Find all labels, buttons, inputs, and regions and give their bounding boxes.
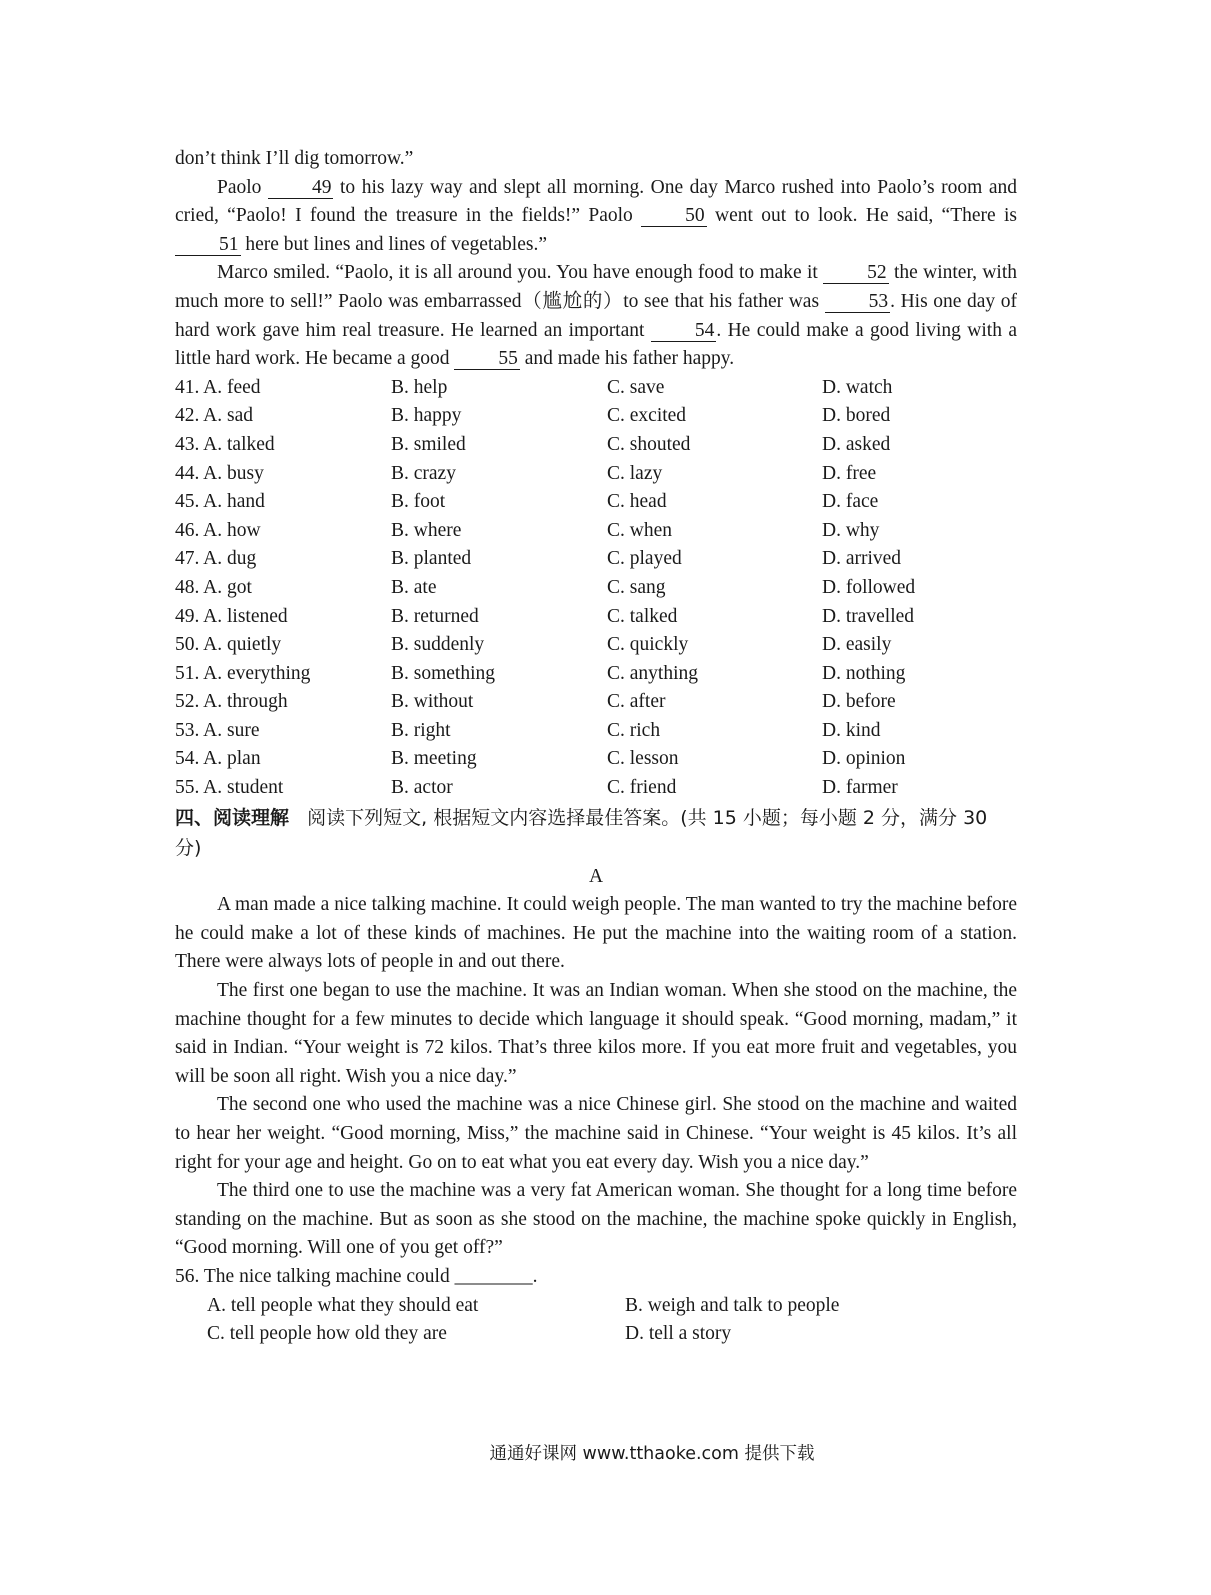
option: D. face <box>822 491 879 513</box>
option: C. friend <box>607 777 677 799</box>
question-56-stem <box>175 1263 1017 1292</box>
passage-paragraph-2 <box>175 259 1017 373</box>
option: 43. A. talked <box>175 433 275 455</box>
reading-paragraph: The second one who used the machine was a nice Chinese girl. She stood on the machine and waited to hear her weight. “Good morning, Miss,” the machine said in Chinese. “Your weight is 45 kilos. It’s all right for your age and height. Go on to eat what you eat every day. Wish you a nice day.” <box>175 1094 1017 1173</box>
option: 51. A. everything <box>175 662 311 684</box>
option: B. ate <box>391 576 437 598</box>
option: 53. A. sure <box>175 719 260 741</box>
document-page <box>175 145 1017 1349</box>
text-run: to his lazy way and slept all morning. One day Marco rushed into Paolo’s room and cried, “Paolo! I found the treasure in the fields!” Paolo <box>175 176 1018 227</box>
option: B. returned <box>391 605 479 627</box>
option: C. anything <box>607 662 698 684</box>
option: B. happy <box>391 405 462 427</box>
answer-option-c: C. tell people how old they are <box>207 1323 447 1345</box>
option: 44. A. busy <box>175 462 264 484</box>
blank-49: 49 <box>268 177 334 199</box>
blank-50: 50 <box>641 205 707 227</box>
option: 55. A. student <box>175 777 284 799</box>
section-heading <box>175 803 1017 863</box>
option: 49. A. listened <box>175 605 288 627</box>
text-run: Paolo <box>217 176 262 198</box>
option: D. bored <box>822 405 891 427</box>
option: C. head <box>607 491 667 513</box>
cloze-options-grid <box>175 374 1017 803</box>
option: B. suddenly <box>391 634 485 656</box>
option: D. asked <box>822 433 891 455</box>
option: 52. A. through <box>175 691 288 713</box>
text-run: . He could make a good living with a little hard work. He became a good <box>175 319 1018 370</box>
option: C. talked <box>607 605 678 627</box>
text-run: here but lines and lines of vegetables.” <box>245 233 547 255</box>
option: C. when <box>607 519 672 541</box>
option: 47. A. dug <box>175 548 257 570</box>
option: B. without <box>391 691 474 713</box>
blank-55: 55 <box>454 348 520 370</box>
option: C. lazy <box>607 462 663 484</box>
option: B. right <box>391 719 451 741</box>
option: B. foot <box>391 491 446 513</box>
option: 48. A. got <box>175 576 252 598</box>
option: 46. A. how <box>175 519 261 541</box>
option: D. easily <box>822 634 892 656</box>
answer-option-b: B. weigh and talk to people <box>625 1294 840 1316</box>
option: D. watch <box>822 376 893 398</box>
option: C. shouted <box>607 433 691 455</box>
text-run: Marco smiled. “Paolo, it is all around you. You have enough food to make it <box>217 262 818 284</box>
page-footer: 通通好课网 www.tthaoke.com 提供下载 <box>489 1444 815 1464</box>
option: B. something <box>391 662 496 684</box>
option: D. before <box>822 691 896 713</box>
passage-line-top: don’t think I’ll dig tomorrow.” <box>175 148 414 169</box>
option: C. sang <box>607 576 666 598</box>
option: D. arrived <box>822 548 902 570</box>
blank-54: 54 <box>651 320 717 342</box>
section-title: 四、阅读理解 <box>175 806 290 829</box>
question-blank: ________ <box>454 1265 533 1287</box>
blank-52: 52 <box>823 262 889 284</box>
text-run: . His one day of hard work gave him real treasure. He learned an important <box>175 290 1017 341</box>
text-run: went out to look. He said, “There is <box>715 205 1018 227</box>
option: 41. A. feed <box>175 376 261 398</box>
option: D. followed <box>822 576 916 598</box>
option: D. travelled <box>822 605 915 627</box>
option: B. smiled <box>391 433 466 455</box>
option: C. save <box>607 376 665 398</box>
reading-paragraph: The first one began to use the machine. It was an Indian woman. When she stood on the machine, the machine thought for a few minutes to decide which language it should speak. “Good morning, madam,” it said in Indian. “Your weight is 72 kilos. That’s three kilos more. If you eat more fruit and vegetables, you will be soon all right. Wish you a nice day.” <box>175 980 1017 1087</box>
option: C. played <box>607 548 682 570</box>
blank-51: 51 <box>175 234 241 256</box>
option: B. help <box>391 376 448 398</box>
option: D. why <box>822 519 880 541</box>
question-end: . <box>532 1265 538 1287</box>
answer-option-d: D. tell a story <box>625 1323 732 1345</box>
option: B. where <box>391 519 462 541</box>
passage-heading: A <box>588 865 604 887</box>
option: B. planted <box>391 548 472 570</box>
option: C. lesson <box>607 748 679 770</box>
option: C. rich <box>607 719 661 741</box>
section-instruction: 阅读下列短文, 根据短文内容选择最佳答案。(共 15 小题；每小题 2 分，满分 30 分) <box>175 806 988 859</box>
blank-53: 53 <box>825 291 891 313</box>
answer-option-a: A. tell people what they should eat <box>207 1294 479 1316</box>
option: D. opinion <box>822 748 906 770</box>
option: D. free <box>822 462 877 484</box>
text-run: and made his father happy. <box>524 348 735 370</box>
passage-paragraph-1 <box>175 174 1017 260</box>
option: D. kind <box>822 719 881 741</box>
option: B. actor <box>391 777 453 799</box>
text-run: the winter, with much more to sell!” Paolo was embarrassed（尴尬的）to see that his father was <box>175 262 1018 312</box>
option: C. after <box>607 691 666 713</box>
option: C. quickly <box>607 634 689 656</box>
option: 45. A. hand <box>175 491 265 513</box>
option: D. farmer <box>822 777 898 799</box>
option: D. nothing <box>822 662 906 684</box>
question-text: 56. The nice talking machine could <box>175 1265 450 1287</box>
option: C. excited <box>607 405 687 427</box>
option: 42. A. sad <box>175 405 253 427</box>
question-56-options <box>175 1292 1017 1349</box>
reading-paragraph: The third one to use the machine was a very fat American woman. She thought for a long time before standing on the machine. But as soon as she stood on the machine, the machine spoke quickly in English, “Good morning. Will one of you get off?” <box>175 1180 1017 1259</box>
option: B. meeting <box>391 748 477 770</box>
option: 50. A. quietly <box>175 634 282 656</box>
reading-paragraph: A man made a nice talking machine. It could weigh people. The man wanted to try the machine before he could make a lot of these kinds of machines. He put the machine into the waiting room of a station. There were always lots of people in and out there. <box>175 894 1017 973</box>
option: 54. A. plan <box>175 748 261 770</box>
option: B. crazy <box>391 462 456 484</box>
